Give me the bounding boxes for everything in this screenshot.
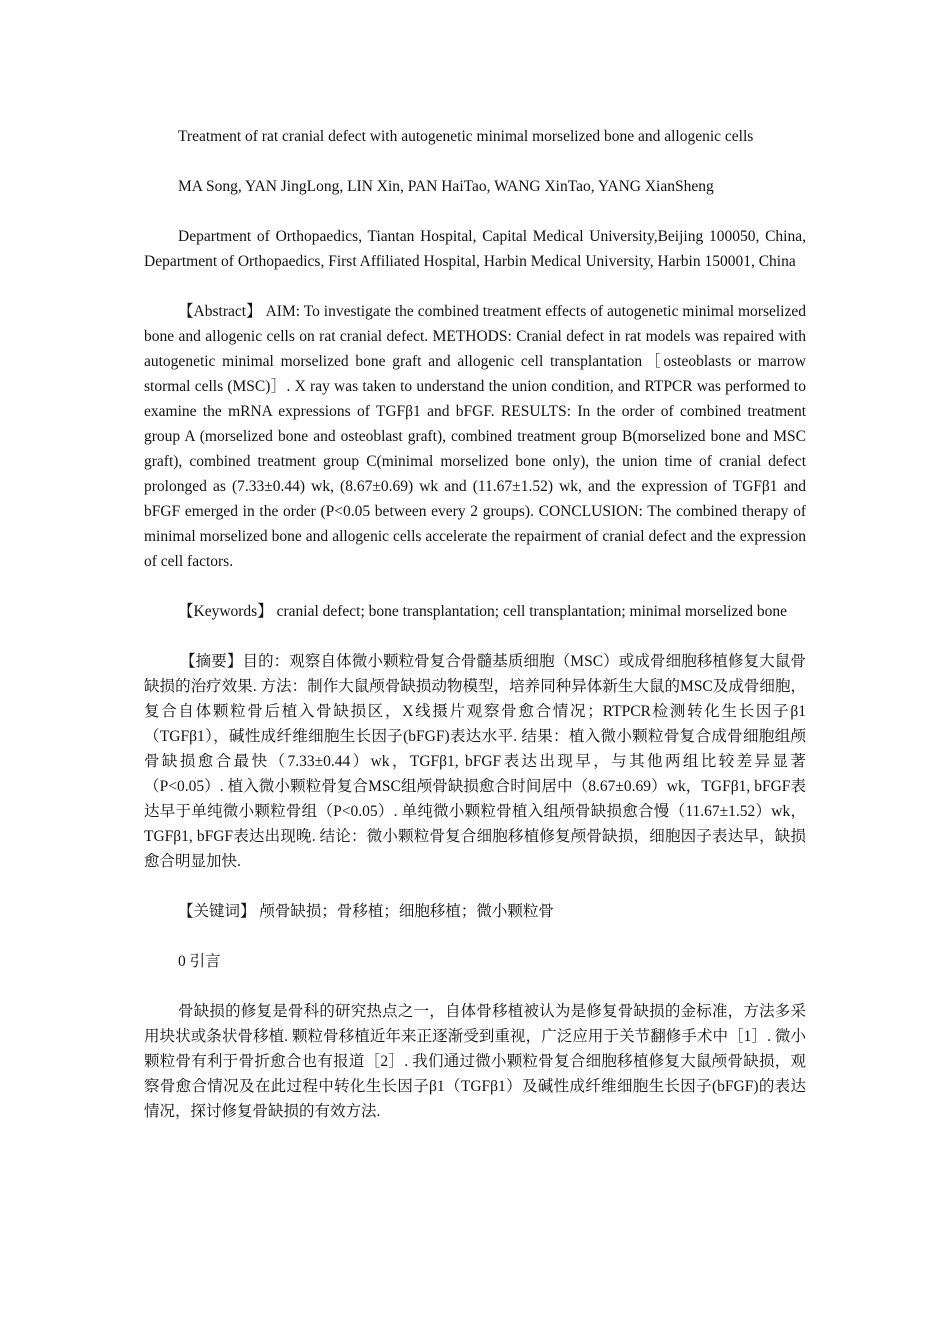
abstract-zh bbox=[144, 649, 806, 874]
paper-title bbox=[144, 124, 806, 149]
affiliation bbox=[144, 224, 806, 274]
abstract-zh-label: 【摘要】 bbox=[180, 653, 243, 670]
abstract-zh-text: 目的：观察自体微小颗粒骨复合骨髓基质细胞（MSC）或成骨细胞移植修复大鼠骨缺损的治疗效果. 方法：制作大鼠颅骨缺损动物模型，培养同种异体新生大鼠的MSC及成骨细胞，复合自体颗粒骨后植入骨缺损区，X线摄片观察骨愈合情况；RTPCR检测转化生长因子β1（TGFβ1），碱性成纤维细胞生长因子(bFGF)表达水平. 结果：植入微小颗粒骨复合成骨细胞组颅骨缺损愈合最快（7.33±0.44）wk，TGFβ1, bFGF表达出现早，与其他两组比较差异显著（P<0.05）. 植入微小颗粒骨复合MSC组颅骨缺损愈合时间居中（8.67±0.69）wk，TGFβ1, bFGF表达早于单纯微小颗粒骨组（P<0.05）. 单纯微小颗粒骨植入组颅骨缺损愈合慢（11.67±1.52）wk，TGFβ1, bFGF表达出现晚. 结论：微小颗粒骨复合细胞移植修复颅骨缺损，细胞因子表达早，缺损愈合明显加快. bbox=[144, 653, 806, 870]
intro-paragraph-text: 骨缺损的修复是骨科的研究热点之一，自体骨移植被认为是修复骨缺损的金标准，方法多采用块状或条状骨移植. 颗粒骨移植近年来正逐渐受到重视，广泛应用于关节翻修手术中［1］. 微小颗粒骨有利于骨折愈合也有报道［2］. 我们通过微小颗粒骨复合细胞移植修复大鼠颅骨缺损，观察骨愈合情况及在此过程中转化生长因子β1（TGFβ1）及碱性成纤维细胞生长因子(bFGF)的表达情况，探讨修复骨缺损的有效方法. bbox=[144, 1003, 806, 1120]
abstract-en bbox=[144, 299, 806, 574]
intro-paragraph bbox=[144, 999, 806, 1124]
keywords-zh bbox=[144, 899, 806, 924]
author-list-text: MA Song, YAN JingLong, LIN Xin, PAN HaiTao, WANG XinTao, YANG XianSheng bbox=[178, 178, 714, 195]
keywords-en-label: 【Keywords】 bbox=[178, 603, 273, 620]
affiliation-text: Department of Orthopaedics, Tiantan Hospital, Capital Medical University,Beijing 100050, China, Department of Orthopaedics, First Affiliated Hospital, Harbin Medical University, Harbin 150001, China bbox=[144, 228, 806, 270]
keywords-zh-text: 颅骨缺损；骨移植；细胞移植；微小颗粒骨 bbox=[255, 903, 554, 920]
abstract-en-text: AIM: To investigate the combined treatment effects of autogenetic minimal morselized bone and allogenic cells on rat cranial defect. METHODS: Cranial defect in rat models was repaired with autogenetic minimal morselized bone graft and allogenic cell transplantation［osteoblasts or marrow stormal cells (MSC)］. X ray was taken to understand the union condition, and RTPCR was performed to examine the mRNA expressions of TGFβ1 and bFGF. RESULTS: In the order of combined treatment group A (morselized bone and osteoblast graft), combined treatment group B(morselized bone and MSC graft), combined treatment group C(minimal morselized bone only), the union time of cranial defect prolonged as (7.33±0.44) wk, (8.67±0.69) wk and (11.67±1.52) wk, and the expression of TGFβ1 and bFGF emerged in the order (P<0.05 between every 2 groups). CONCLUSION: The combined therapy of minimal morselized bone and allogenic cells accelerate the repairment of cranial defect and the expression of cell factors. bbox=[144, 303, 806, 570]
keywords-zh-label: 【关键词】 bbox=[178, 903, 256, 920]
keywords-en bbox=[144, 599, 806, 624]
abstract-en-label: 【Abstract】 bbox=[178, 303, 262, 320]
section-heading-introduction bbox=[144, 949, 806, 974]
section-heading-text: 0 引言 bbox=[178, 953, 221, 970]
keywords-en-text: cranial defect; bone transplantation; cell transplantation; minimal morselized bone bbox=[272, 603, 788, 620]
paper-title-text: Treatment of rat cranial defect with autogenetic minimal morselized bone and allogenic cells bbox=[178, 128, 754, 145]
author-list bbox=[144, 174, 806, 199]
document-page bbox=[144, 124, 806, 1149]
